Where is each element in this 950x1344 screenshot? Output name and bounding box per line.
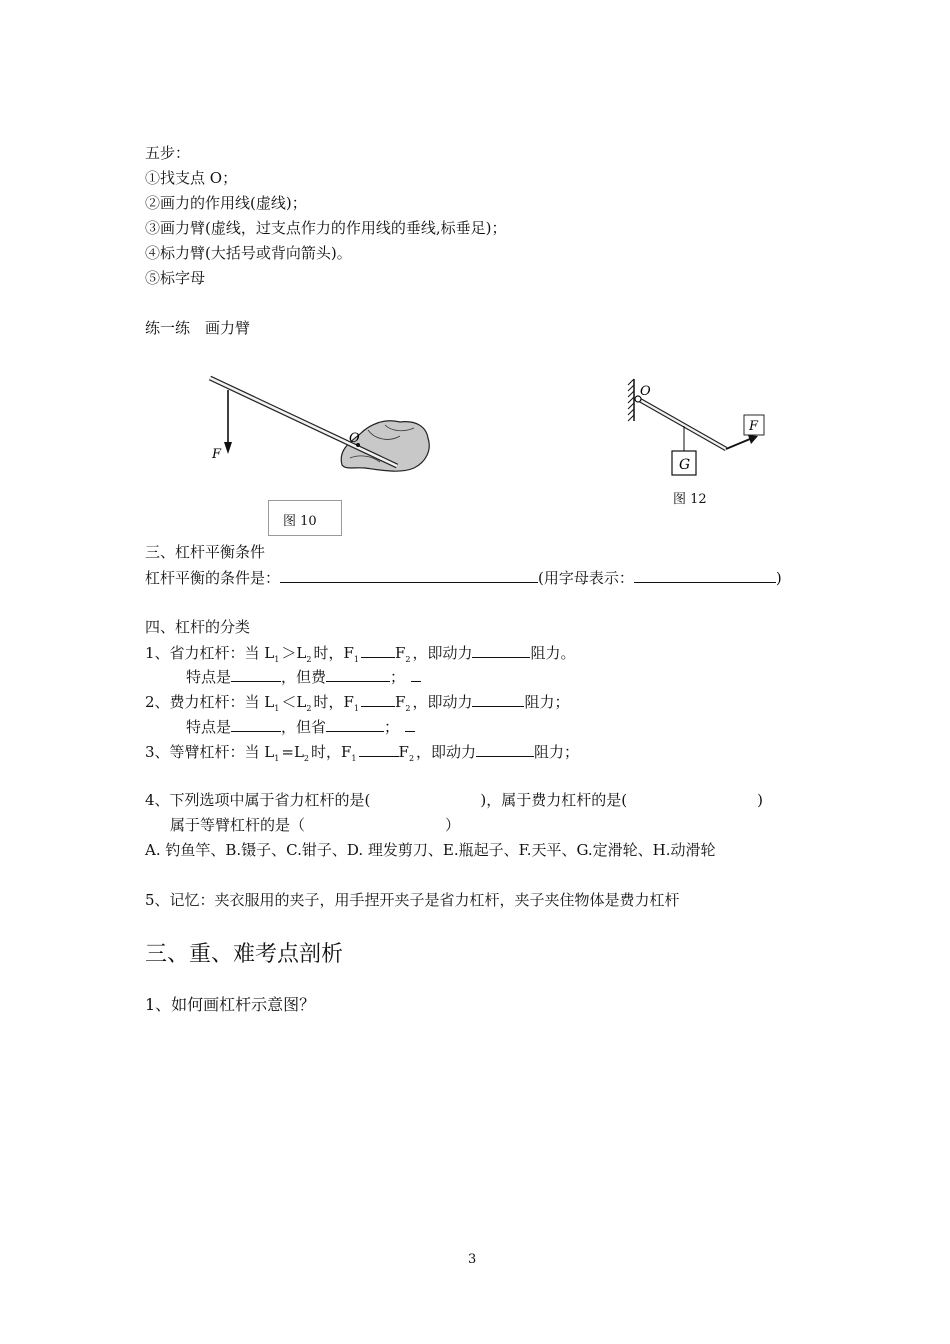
- balance-prefix: 杠杆平衡的条件是：: [145, 569, 281, 587]
- force-arrow: [224, 390, 232, 454]
- label-g: G: [679, 457, 691, 473]
- q2b-blank-3[interactable]: [405, 715, 415, 732]
- q2-blank-2[interactable]: [472, 690, 524, 707]
- q1b-blank-1[interactable]: [231, 665, 281, 682]
- q2-sub-3: 1: [353, 704, 359, 713]
- q1-text-b: ＞L: [281, 644, 307, 662]
- balance-mid: (用字母表示：: [538, 569, 634, 587]
- q2-text-d: F: [394, 693, 406, 711]
- q1-text-f: 阻力。: [530, 644, 576, 662]
- q2b-blank-2[interactable]: [326, 715, 384, 732]
- q1b-blank-2[interactable]: [326, 665, 390, 682]
- q2-sub-2: 2: [306, 704, 312, 713]
- q2-text-f: 阻力；: [524, 693, 570, 711]
- q3-sub-2: 2: [303, 754, 309, 763]
- q1b-text-c: ；: [390, 668, 406, 686]
- q3-text-f: 阻力；: [534, 743, 580, 761]
- figure-12-caption: 图 12: [673, 492, 707, 507]
- q1b-text-b: ，但费: [281, 668, 327, 686]
- page-number: 3: [468, 1252, 477, 1267]
- q3-text-a: 3、等臂杠杆：当 L: [145, 743, 275, 761]
- q3-blank-2[interactable]: [476, 740, 534, 757]
- practice-title: 练一练 画力臂: [145, 319, 251, 337]
- q1-blank-2[interactable]: [472, 641, 530, 658]
- q2b-text-c: ；: [384, 718, 400, 736]
- q1b-text-a: 特点是: [186, 668, 232, 686]
- figure-10-caption: 图 10: [283, 514, 317, 529]
- q4-text-c: ): [757, 791, 763, 809]
- q3-text-e: ，即动力: [416, 743, 477, 761]
- q2-text-b: ＜L: [281, 693, 307, 711]
- step-3: ③画力臂(虚线，过支点作力的作用线的垂线,标垂足)；: [145, 219, 507, 237]
- q1-sub-2: 2: [306, 655, 312, 664]
- q2-blank-1[interactable]: [361, 690, 395, 707]
- q1-sub-3: 1: [353, 655, 359, 664]
- q2b-line: [186, 715, 415, 737]
- step-2: ②画力的作用线(虚线)；: [145, 194, 307, 212]
- q1-text-e: ，即动力: [412, 644, 473, 662]
- q4-line: [145, 790, 763, 810]
- q5-text: 5、记忆：夹衣服用的夹子，用手捏开夹子是省力杠杆，夹子夹住物体是费力杠杆: [145, 891, 680, 909]
- balance-line: [145, 566, 782, 588]
- q3-text-c: 时，F: [311, 743, 352, 761]
- label-f: F: [749, 419, 759, 434]
- section3-q1: 1、如何画杠杆示意图？: [145, 995, 316, 1014]
- q2-sub-4: 2: [405, 704, 411, 713]
- q2b-text-a: 特点是: [186, 718, 232, 736]
- balance-heading: 三、杠杆平衡条件: [145, 543, 266, 561]
- q3-sub-1: 1: [274, 754, 280, 763]
- q2-sub-1: 1: [274, 704, 280, 713]
- q1-text-d: F: [394, 644, 406, 662]
- steps-heading: 五步：: [145, 144, 191, 162]
- label-o: O: [640, 384, 651, 399]
- q1-text-a: 1、省力杠杆：当 L: [145, 644, 275, 662]
- q4-text-line2b: ）: [445, 816, 461, 834]
- lever-bar: [210, 378, 397, 466]
- q1-blank-1[interactable]: [361, 641, 395, 658]
- q3-text-b: =L: [281, 743, 304, 761]
- lever-bar: [638, 399, 726, 449]
- q1-text-c: 时，F: [313, 644, 354, 662]
- q1-sub-4: 2: [405, 655, 411, 664]
- figure-12: [620, 375, 780, 485]
- step-4: ④标力臂(大括号或背向箭头)。: [145, 244, 352, 262]
- balance-blank-1[interactable]: [280, 566, 538, 583]
- classify-heading: 四、杠杆的分类: [145, 618, 251, 636]
- force-arrow: [726, 435, 758, 449]
- q2b-blank-1[interactable]: [231, 715, 281, 732]
- q3-sub-4: 2: [408, 754, 415, 763]
- q4-line-2: [170, 815, 460, 835]
- q1b-blank-3[interactable]: [411, 665, 421, 682]
- q4-text-line2a: 属于等臂杠杆的是（: [170, 816, 306, 834]
- balance-end: ): [775, 569, 782, 587]
- q4-text-b: )，属于费力杠杆的是(: [480, 791, 628, 809]
- q3-text-d: F: [398, 743, 409, 761]
- balance-blank-2[interactable]: [634, 566, 776, 583]
- q3-sub-3: 1: [351, 754, 357, 763]
- label-f: F: [212, 447, 222, 462]
- section3-title: 三、重、难考点剖析: [145, 942, 344, 967]
- q2-text-c: 时，F: [313, 693, 354, 711]
- figure-10-caption-box: [268, 500, 342, 536]
- q1-sub-1: 1: [274, 655, 280, 664]
- q4-options: A. 钓鱼竿、B.镊子、C.钳子、D. 理发剪刀、E.瓶起子、F.天平、G.定滑轮、H.动滑轮: [145, 841, 716, 859]
- q3-line: [145, 740, 579, 769]
- q1b-line: [186, 665, 421, 687]
- step-5: ⑤标字母: [145, 269, 206, 287]
- step-1: ①找支点 O；: [145, 169, 238, 187]
- q2b-text-b: ，但省: [281, 718, 327, 736]
- q3-blank-1[interactable]: [359, 740, 399, 757]
- q2-text-e: ，即动力: [412, 693, 473, 711]
- wall: [628, 379, 634, 421]
- label-o: O: [349, 431, 360, 446]
- q2-text-a: 2、费力杠杆：当 L: [145, 693, 275, 711]
- q4-text-a: 4、下列选项中属于省力杠杆的是(: [145, 791, 371, 809]
- figure-10: [200, 370, 440, 480]
